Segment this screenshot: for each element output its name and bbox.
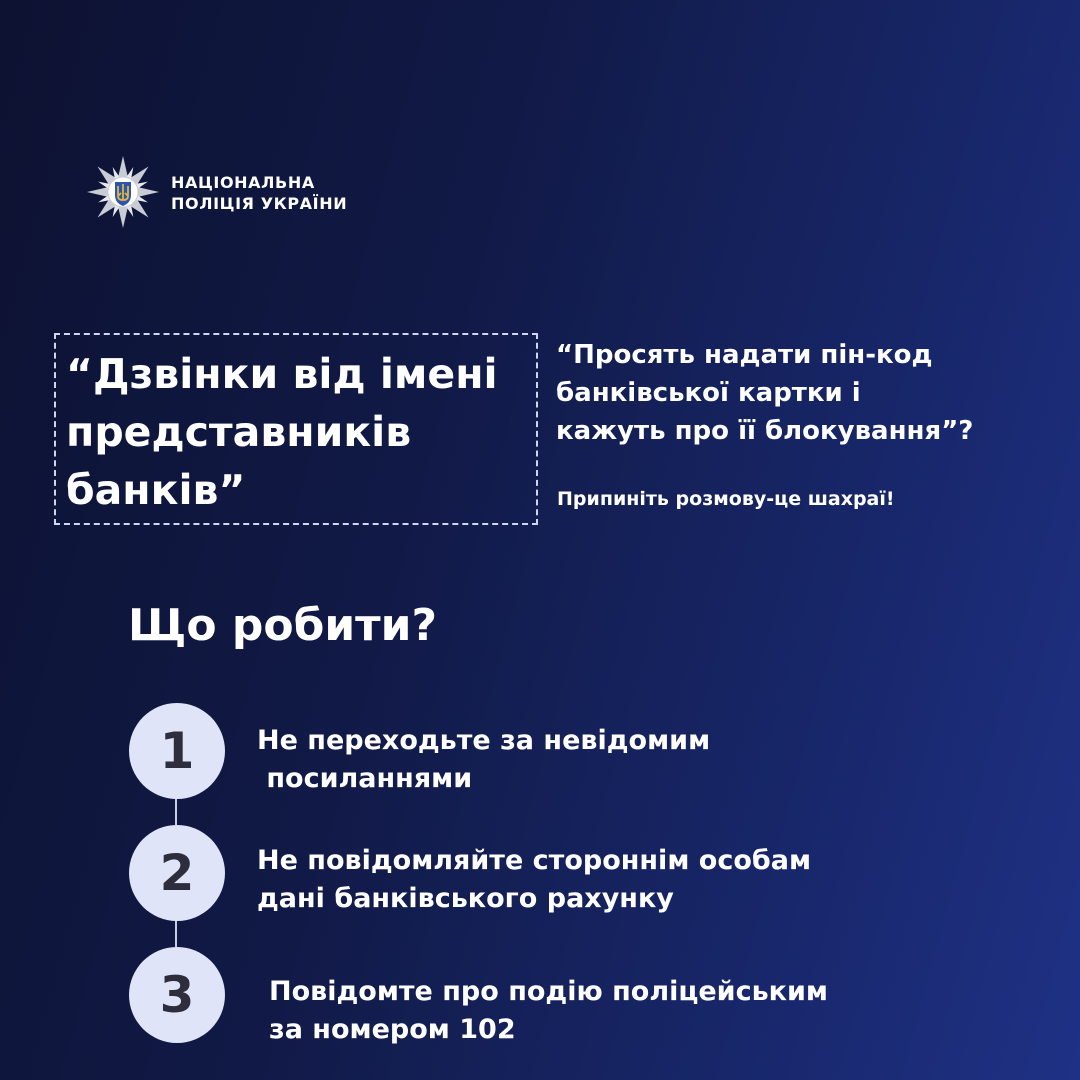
- organization-name: [171, 172, 347, 214]
- step-1-number-circle: 1: [129, 703, 225, 799]
- quote-title: “Дзвінки від імені представників банків”: [66, 350, 498, 514]
- step-3-number-circle: 3: [129, 947, 225, 1043]
- what-to-do-title: Що робити?: [128, 600, 438, 651]
- question-text: “Просять надати пін-код банківської картки і кажуть про її блокування”?: [556, 340, 974, 446]
- step-2-text: Не повідомляйте стороннім особам дані банківського рахунку: [257, 845, 812, 914]
- police-logo: [86, 155, 160, 229]
- organization-name-line-2: ПОЛІЦІЯ УКРАЇНИ: [171, 194, 348, 213]
- step-1-text: Не переходьте за невідомим посиланнями: [257, 725, 711, 794]
- warning-text: Припиніть розмову-це шахраї!: [557, 488, 895, 510]
- police-star-emblem-icon: [86, 155, 160, 229]
- quote-box: [54, 333, 538, 525]
- organization-name-line-1: НАЦІОНАЛЬНА: [171, 173, 315, 192]
- step-2-number-circle: 2: [129, 825, 225, 921]
- step-connector-line: [175, 919, 177, 947]
- step-connector-line: [175, 797, 177, 825]
- step-3-text: Повідомте про подію поліцейським за номером 102: [269, 976, 828, 1045]
